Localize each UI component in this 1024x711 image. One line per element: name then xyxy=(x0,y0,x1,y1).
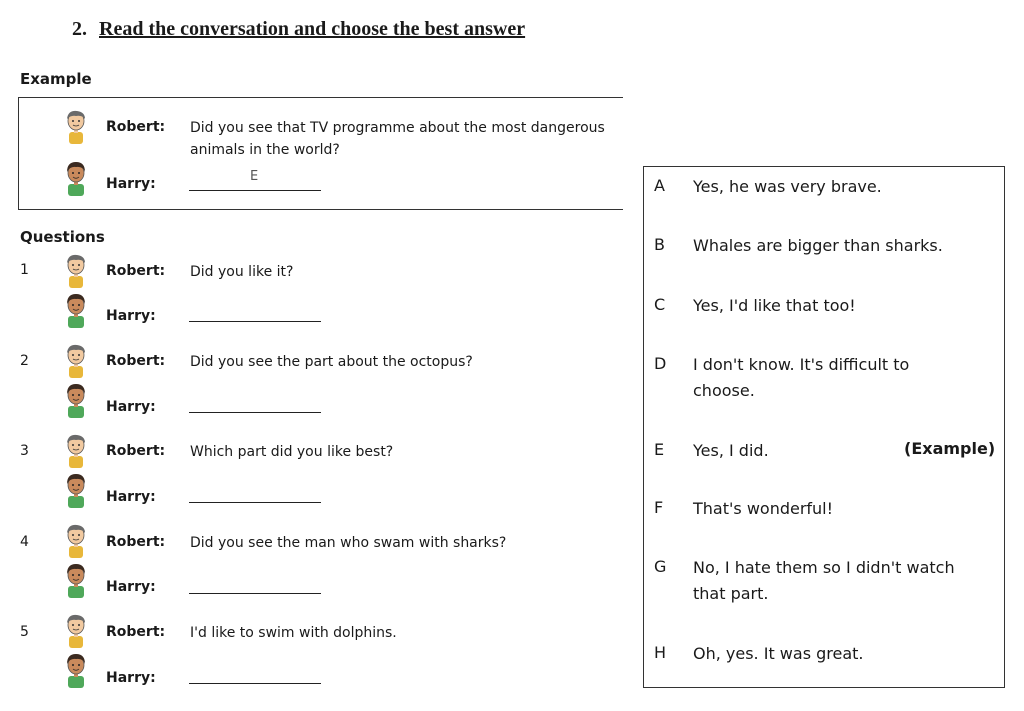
answer-blank[interactable] xyxy=(189,593,321,594)
robert-avatar-icon xyxy=(62,612,90,648)
answer-letter: D xyxy=(654,354,667,373)
answer-blank[interactable] xyxy=(189,412,321,413)
robert-avatar-icon xyxy=(62,108,90,144)
example-tag: (Example) xyxy=(904,439,996,458)
answer-text: Whales are bigger than sharks. xyxy=(693,236,943,255)
answer-text: That's wonderful! xyxy=(693,499,834,518)
example-harry-name: Harry: xyxy=(106,176,156,192)
robert-avatar-icon xyxy=(62,342,90,378)
heading-number: 2. xyxy=(72,18,87,40)
answer-blank[interactable] xyxy=(189,321,321,322)
robert-name: Robert: xyxy=(106,443,166,459)
robert-name: Robert: xyxy=(106,263,166,279)
example-robert-name: Robert: xyxy=(106,119,166,135)
answer-text: I don't know. It's difficult to choose. xyxy=(693,355,910,400)
answer-letter: B xyxy=(654,235,665,254)
harry-name: Harry: xyxy=(106,670,156,686)
robert-name: Robert: xyxy=(106,624,166,640)
example-label: Example xyxy=(20,70,92,88)
robert-line: Which part did you like best? xyxy=(190,444,394,460)
answer-text: Yes, I did. xyxy=(693,441,769,460)
answer-blank[interactable] xyxy=(189,683,321,684)
robert-avatar-icon xyxy=(62,432,90,468)
answer-blank[interactable] xyxy=(189,502,321,503)
example-answer-blank xyxy=(189,190,321,191)
questions-label: Questions xyxy=(20,228,105,246)
robert-line: Did you see the man who swam with sharks? xyxy=(190,535,507,551)
answer-letter: E xyxy=(654,440,665,459)
example-answer: E xyxy=(250,169,259,184)
robert-name: Robert: xyxy=(106,534,166,550)
harry-avatar-icon xyxy=(62,472,90,508)
question-number: 4 xyxy=(20,534,29,550)
harry-name: Harry: xyxy=(106,399,156,415)
harry-avatar-icon xyxy=(62,292,90,328)
harry-name: Harry: xyxy=(106,308,156,324)
heading-text: Read the conversation and choose the best answer xyxy=(99,18,526,40)
harry-avatar-icon xyxy=(62,160,90,196)
robert-line: Did you like it? xyxy=(190,264,294,280)
question-number: 5 xyxy=(20,624,29,640)
robert-line: I'd like to swim with dolphins. xyxy=(190,625,397,641)
robert-avatar-icon xyxy=(62,522,90,558)
answer-text: No, I hate them so I didn't watch that part. xyxy=(693,558,955,603)
harry-avatar-icon xyxy=(62,382,90,418)
answer-text: Yes, I'd like that too! xyxy=(693,296,856,315)
question-number: 1 xyxy=(20,262,29,278)
question-number: 3 xyxy=(20,443,29,459)
robert-name: Robert: xyxy=(106,353,166,369)
robert-line: Did you see the part about the octopus? xyxy=(190,354,473,370)
answer-letter: F xyxy=(654,498,664,517)
example-robert-line: Did you see that TV programme about the most dangerous animals in the world? xyxy=(190,120,605,158)
answer-text: Yes, he was very brave. xyxy=(693,177,882,196)
robert-avatar-icon xyxy=(62,252,90,288)
answer-letter: H xyxy=(654,643,667,662)
question-number: 2 xyxy=(20,353,29,369)
answer-text: Oh, yes. It was great. xyxy=(693,644,864,663)
harry-name: Harry: xyxy=(106,489,156,505)
harry-avatar-icon xyxy=(62,562,90,598)
answer-letter: G xyxy=(654,557,667,576)
page-title xyxy=(72,18,525,41)
harry-name: Harry: xyxy=(106,579,156,595)
answer-letter: C xyxy=(654,295,666,314)
answer-letter: A xyxy=(654,176,665,195)
harry-avatar-icon xyxy=(62,652,90,688)
